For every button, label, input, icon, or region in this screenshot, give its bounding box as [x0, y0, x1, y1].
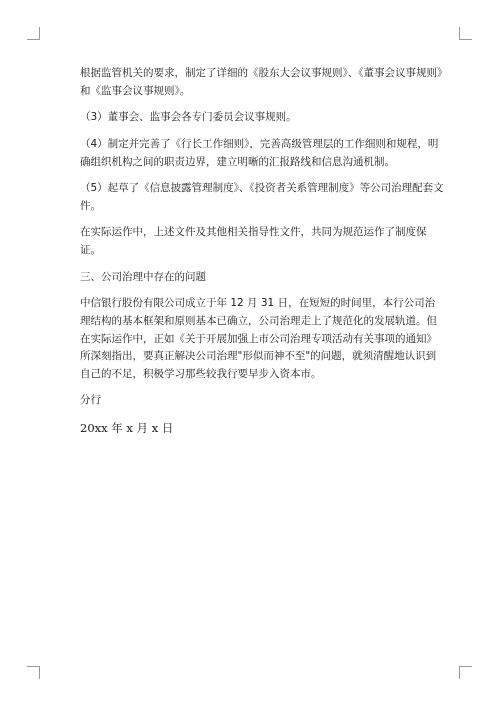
paragraph-item-3: （3）董事会、监事会各专门委员会议事规则。 [80, 111, 297, 124]
paragraph-rules-list: 根据监管机关的要求，制定了详细的《股东大会议事规则》、《董事会议事规则》和《监事会议事规则》。 [80, 67, 443, 97]
crop-mark-bottom-right [459, 666, 472, 679]
crop-mark-top-right [459, 27, 472, 40]
crop-mark-bottom-left [27, 666, 40, 679]
paragraph-item-5: （5）起草了《信息披露管理制度》、《投资者关系管理制度》等公司治理配套文件。 [80, 182, 444, 212]
paragraph-practice: 在实际运作中，上述文件及其他相关指导性文件，共同为规范运作了制度保证。 [80, 226, 427, 256]
crop-mark-top-left [27, 27, 40, 40]
signature-branch: 分行 [80, 394, 101, 407]
paragraph-item-4: （4）制定并完善了《行长工作细则》，完善高级管理层的工作细则和规程，明确组织机构之间的职责边界，建立明晰的汇报路线和信息沟通机制。 [80, 137, 439, 168]
document-body [80, 65, 445, 447]
paragraph-problems: 中信银行股份有限公司成立于年 12 月 31 日，在短短的时间里，本行公司治理结构的基本框架和原则基本已确立，公司治理走上了规范化的发展轨道。但在实际运作中，正如《关于开展加强上市公司治理专项活动有关事项的通知》所深刻指出，要真正解决公司治理"形似而神不至"的问题，就须清醒地认识到自己的不足，积极学习那些较我行要早步入资本市。 [80, 297, 437, 380]
section-heading: 三、公司治理中存在的问题 [80, 270, 206, 283]
document-date: 20xx 年 x 月 x 日 [80, 421, 174, 435]
